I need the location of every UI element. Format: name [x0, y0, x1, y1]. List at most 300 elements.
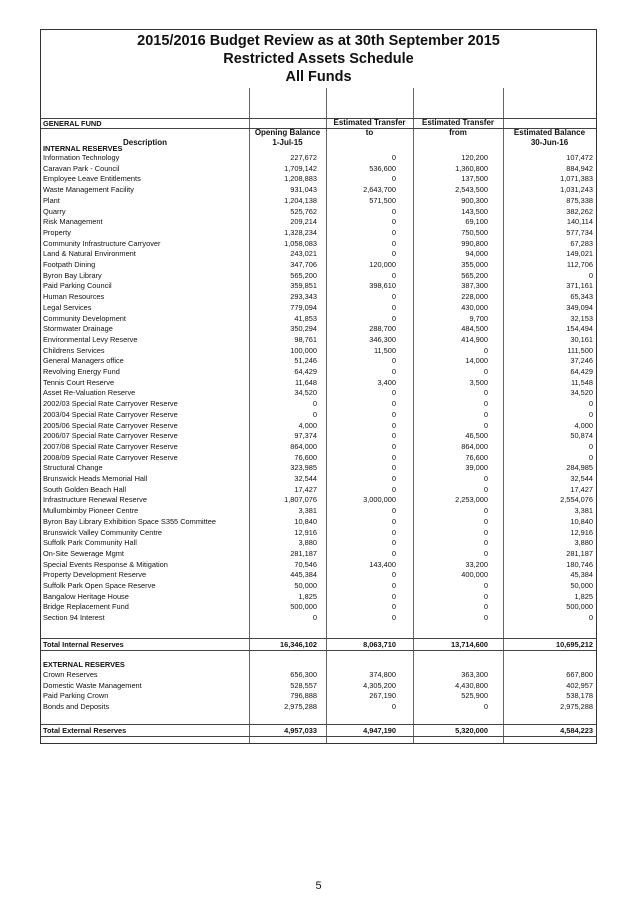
row-description: 2008/09 Special Rate Carryover Reserve — [43, 452, 178, 462]
cell-estimated-balance: 10,695,212 — [556, 640, 593, 649]
cell-transfer-to: 0 — [391, 227, 396, 237]
table-row — [41, 217, 596, 226]
cell-transfer-from: 750,500 — [461, 227, 488, 237]
cell-transfer-to: 0 — [391, 506, 396, 516]
internal-total-row — [41, 640, 596, 649]
section-label: INTERNAL RESERVES — [43, 144, 123, 153]
cell-estimated-balance: 17,427 — [570, 484, 593, 494]
row-description: Section 94 Interest — [43, 613, 105, 623]
header-transfer-to-label: Estimated Transfer — [333, 118, 406, 127]
cell-opening-balance: 1,328,234 — [284, 227, 317, 237]
cell-transfer-from: 120,200 — [461, 153, 488, 162]
cell-estimated-balance: 154,494 — [566, 324, 593, 334]
cell-transfer-to: 0 — [391, 516, 396, 526]
cell-estimated-balance: 64,429 — [570, 367, 593, 376]
cell-transfer-from: 387,300 — [461, 281, 488, 291]
cell-estimated-balance: 2,975,288 — [560, 702, 593, 712]
cell-transfer-from: 864,000 — [461, 441, 488, 451]
cell-opening-balance: 0 — [312, 613, 317, 623]
cell-opening-balance: 50,000 — [294, 581, 317, 590]
table-row — [41, 164, 596, 173]
cell-transfer-from: 0 — [483, 613, 488, 623]
table-row — [41, 410, 596, 419]
row-description: 2007/08 Special Rate Carryover Reserve — [43, 441, 178, 451]
table-row — [41, 538, 596, 547]
cell-opening-balance: 100,000 — [290, 345, 317, 355]
cell-transfer-to: 536,600 — [369, 163, 396, 173]
cell-estimated-balance: 3,381 — [574, 506, 593, 516]
row-description: Community Development — [43, 313, 126, 323]
row-description: Total External Reserves — [43, 726, 127, 735]
row-description: Revolving Energy Fund — [43, 367, 120, 376]
row-description: Environmental Levy Reserve — [43, 334, 138, 344]
cell-transfer-from: 363,300 — [461, 670, 488, 679]
cell-opening-balance: 528,557 — [290, 680, 317, 690]
cell-opening-balance: 565,200 — [290, 270, 317, 280]
table-row — [41, 207, 596, 216]
cell-transfer-to: 0 — [391, 302, 396, 312]
cell-opening-balance: 3,381 — [298, 506, 317, 516]
cell-transfer-from: 76,600 — [465, 452, 488, 462]
cell-estimated-balance: 50,874 — [570, 431, 593, 441]
cell-estimated-balance: 10,840 — [570, 516, 593, 526]
cell-transfer-from: 3,500 — [469, 377, 488, 387]
cell-opening-balance: 1,709,142 — [284, 163, 317, 173]
table-row — [41, 249, 596, 258]
cell-transfer-from: 1,360,800 — [455, 163, 488, 173]
cell-opening-balance: 10,840 — [294, 516, 317, 526]
cell-opening-balance: 359,851 — [290, 281, 317, 291]
cell-transfer-to: 0 — [391, 238, 396, 248]
table-row — [41, 196, 596, 205]
cell-opening-balance: 4,000 — [298, 420, 317, 430]
cell-transfer-to: 267,190 — [369, 691, 396, 701]
cell-transfer-to: 0 — [391, 313, 396, 323]
cell-estimated-balance: 34,520 — [570, 388, 593, 398]
cell-opening-balance: 243,021 — [290, 249, 317, 259]
table-row — [41, 303, 596, 312]
cell-opening-balance: 656,300 — [290, 670, 317, 679]
cell-opening-balance: 16,346,102 — [280, 640, 317, 649]
cell-transfer-from: 5,320,000 — [455, 726, 488, 735]
cell-transfer-from: 414,900 — [461, 334, 488, 344]
cell-estimated-balance: 37,246 — [570, 356, 593, 366]
cell-estimated-balance: 50,000 — [570, 581, 593, 590]
cell-transfer-from: 0 — [483, 538, 488, 548]
cell-transfer-from: 0 — [483, 409, 488, 419]
row-description: 2003/04 Special Rate Carryover Reserve — [43, 409, 178, 419]
cell-transfer-to: 0 — [391, 270, 396, 280]
cell-transfer-to: 0 — [391, 527, 396, 537]
cell-transfer-to: 0 — [391, 153, 396, 162]
cell-transfer-to: 0 — [391, 548, 396, 558]
table-row — [41, 367, 596, 376]
cell-transfer-from: 228,000 — [461, 292, 488, 302]
cell-transfer-to: 0 — [391, 702, 396, 712]
row-description: Property — [43, 227, 71, 237]
cell-estimated-balance: 12,916 — [570, 527, 593, 537]
table-row — [41, 442, 596, 451]
cell-opening-balance: 98,761 — [294, 334, 317, 344]
cell-transfer-to: 0 — [391, 388, 396, 398]
external-total-row — [41, 726, 596, 735]
cell-transfer-to: 2,643,700 — [363, 185, 396, 195]
row-description: Brunswick Valley Community Centre — [43, 527, 162, 537]
cell-opening-balance: 281,187 — [290, 548, 317, 558]
cell-transfer-to: 0 — [391, 420, 396, 430]
table-row — [41, 431, 596, 440]
cell-transfer-to: 3,000,000 — [363, 495, 396, 505]
table-row — [41, 292, 596, 301]
row-description: 2006/07 Special Rate Carryover Reserve — [43, 431, 178, 441]
cell-estimated-balance: 577,734 — [566, 227, 593, 237]
row-description: Total Internal Reserves — [43, 640, 124, 649]
table-row — [41, 153, 596, 162]
table-row — [41, 613, 596, 622]
cell-opening-balance: 1,208,883 — [284, 174, 317, 184]
row-rule — [41, 650, 596, 651]
section-external-reserves — [41, 660, 596, 669]
cell-transfer-to: 0 — [391, 441, 396, 451]
cell-opening-balance: 41,853 — [294, 313, 317, 323]
cell-opening-balance: 17,427 — [294, 484, 317, 494]
cell-transfer-to: 0 — [391, 452, 396, 462]
cell-transfer-to: 0 — [391, 217, 396, 227]
table-row — [41, 185, 596, 194]
row-description: Tennis Court Reserve — [43, 377, 115, 387]
cell-transfer-to: 0 — [391, 581, 396, 590]
cell-opening-balance: 76,600 — [294, 452, 317, 462]
cell-opening-balance: 227,672 — [290, 153, 317, 162]
cell-estimated-balance: 884,942 — [566, 163, 593, 173]
row-description: South Golden Beach Hall — [43, 484, 126, 494]
table-row — [41, 570, 596, 579]
row-description: Risk Management — [43, 217, 103, 227]
cell-transfer-from: 355,000 — [461, 260, 488, 269]
cell-transfer-from: 0 — [483, 420, 488, 430]
row-rule — [41, 128, 596, 129]
cell-estimated-balance: 1,031,243 — [560, 185, 593, 195]
row-description: Asset Re-Valuation Reserve — [43, 388, 136, 398]
table-row — [41, 324, 596, 333]
cell-transfer-from: 0 — [483, 388, 488, 398]
table-row — [41, 702, 596, 711]
table-row — [41, 388, 596, 397]
cell-transfer-from: 143,500 — [461, 206, 488, 216]
cell-opening-balance: 0 — [312, 409, 317, 419]
table-row — [41, 560, 596, 569]
cell-transfer-to: 120,000 — [369, 260, 396, 269]
cell-transfer-from: 565,200 — [461, 270, 488, 280]
cell-transfer-from: 0 — [483, 702, 488, 712]
cell-transfer-to: 3,400 — [377, 377, 396, 387]
table-row — [41, 453, 596, 462]
header-transfer-from-label: Estimated Transfer — [421, 118, 495, 127]
cell-estimated-balance: 140,114 — [566, 217, 593, 227]
row-description: Paid Parking Council — [43, 281, 112, 291]
cell-transfer-from: 0 — [483, 591, 488, 601]
cell-estimated-balance: 2,554,076 — [560, 495, 593, 505]
row-description: General Managers office — [43, 356, 124, 366]
row-description: Crown Reserves — [43, 670, 98, 679]
row-description: Byron Bay Library Exhibition Space S355 Committee — [43, 516, 216, 526]
cell-opening-balance: 1,807,076 — [284, 495, 317, 505]
cell-transfer-from: 39,000 — [465, 463, 488, 473]
row-description: Bridge Replacement Fund — [43, 602, 129, 612]
cell-transfer-to: 0 — [391, 399, 396, 409]
cell-estimated-balance: 67,283 — [570, 238, 593, 248]
cell-transfer-to: 398,610 — [369, 281, 396, 291]
cell-opening-balance: 12,916 — [294, 527, 317, 537]
cell-transfer-from: 33,200 — [465, 559, 488, 569]
row-description: Suffolk Park Community Hall — [43, 538, 137, 548]
row-rule — [41, 736, 596, 737]
header-opening-balance-date: 1-Jul-15 — [272, 138, 303, 147]
cell-transfer-from: 0 — [483, 367, 488, 376]
row-description: Property Development Reserve — [43, 570, 147, 580]
cell-estimated-balance: 0 — [588, 452, 593, 462]
cell-estimated-balance: 45,384 — [570, 570, 593, 580]
table-row — [41, 378, 596, 387]
cell-opening-balance: 323,985 — [290, 463, 317, 473]
cell-opening-balance: 864,000 — [290, 441, 317, 451]
cell-opening-balance: 209,214 — [290, 217, 317, 227]
cell-opening-balance: 34,520 — [294, 388, 317, 398]
cell-transfer-from: 14,000 — [465, 356, 488, 366]
table-row — [41, 670, 596, 679]
table-row — [41, 681, 596, 690]
title-line-1: 2015/2016 Budget Review as at 30th September 2015 — [137, 33, 500, 49]
cell-opening-balance: 525,762 — [290, 206, 317, 216]
header-estimated-balance-date: 30-Jun-16 — [530, 138, 569, 147]
cell-estimated-balance: 0 — [588, 613, 593, 623]
cell-opening-balance: 1,058,083 — [284, 238, 317, 248]
cell-estimated-balance: 0 — [588, 270, 593, 280]
section-internal-reserves — [41, 144, 596, 153]
cell-opening-balance: 4,957,033 — [284, 726, 317, 735]
cell-transfer-to: 0 — [391, 474, 396, 483]
row-rule — [41, 724, 596, 725]
table-row — [41, 495, 596, 504]
cell-transfer-to: 0 — [391, 292, 396, 302]
cell-transfer-from: 69,100 — [465, 217, 488, 227]
row-description: Childrens Services — [43, 345, 105, 355]
cell-opening-balance: 1,204,138 — [284, 195, 317, 205]
row-description: Caravan Park - Council — [43, 163, 120, 173]
title-block — [41, 30, 596, 86]
cell-estimated-balance: 281,187 — [566, 548, 593, 558]
cell-transfer-from: 137,500 — [461, 174, 488, 184]
cell-opening-balance: 350,294 — [290, 324, 317, 334]
cell-transfer-from: 0 — [483, 506, 488, 516]
cell-transfer-from: 4,430,800 — [455, 680, 488, 690]
cell-transfer-from: 0 — [483, 527, 488, 537]
section-general-fund — [41, 119, 596, 128]
cell-transfer-from: 2,543,500 — [455, 185, 488, 195]
cell-estimated-balance: 284,985 — [566, 463, 593, 473]
page-number: 5 — [315, 880, 322, 892]
cell-opening-balance: 779,094 — [290, 302, 317, 312]
cell-transfer-from: 990,800 — [461, 238, 488, 248]
cell-transfer-from: 400,000 — [461, 570, 488, 580]
row-description: Suffolk Park Open Space Reserve — [43, 581, 156, 590]
cell-transfer-to: 0 — [391, 356, 396, 366]
row-description: Brunswick Heads Memorial Hall — [43, 474, 148, 483]
row-description: Bonds and Deposits — [43, 702, 110, 712]
cell-transfer-to: 571,500 — [369, 195, 396, 205]
cell-transfer-to: 0 — [391, 538, 396, 548]
row-description: Employee Leave Entitlements — [43, 174, 141, 184]
cell-transfer-from: 0 — [483, 399, 488, 409]
cell-opening-balance: 32,544 — [294, 474, 317, 483]
cell-opening-balance: 347,706 — [290, 260, 317, 269]
cell-estimated-balance: 65,343 — [570, 292, 593, 302]
cell-transfer-to: 0 — [391, 602, 396, 612]
cell-opening-balance: 11,648 — [294, 377, 317, 387]
cell-transfer-to: 4,947,190 — [363, 726, 396, 735]
table-row — [41, 421, 596, 430]
row-description: Domestic Waste Management — [43, 680, 142, 690]
cell-transfer-to: 0 — [391, 367, 396, 376]
table-row — [41, 581, 596, 590]
cell-estimated-balance: 538,178 — [566, 691, 593, 701]
cell-transfer-to: 0 — [391, 484, 396, 494]
row-description: Land & Natural Environment — [43, 249, 136, 259]
cell-opening-balance: 0 — [312, 399, 317, 409]
table-row — [41, 463, 596, 472]
cell-transfer-to: 0 — [391, 570, 396, 580]
header-transfer-to-sub: to — [365, 128, 374, 137]
table-row — [41, 228, 596, 237]
cell-estimated-balance: 3,880 — [574, 538, 593, 548]
section-label: EXTERNAL RESERVES — [43, 660, 125, 669]
cell-estimated-balance: 107,472 — [566, 153, 593, 162]
cell-transfer-from: 525,900 — [461, 691, 488, 701]
cell-transfer-from: 0 — [483, 516, 488, 526]
cell-transfer-from: 13,714,600 — [451, 640, 488, 649]
table-row — [41, 271, 596, 280]
cell-transfer-from: 0 — [483, 345, 488, 355]
cell-transfer-from: 46,500 — [465, 431, 488, 441]
cell-transfer-to: 0 — [391, 174, 396, 184]
cell-estimated-balance: 149,021 — [566, 249, 593, 259]
cell-transfer-to: 0 — [391, 431, 396, 441]
cell-estimated-balance: 875,338 — [566, 195, 593, 205]
cell-opening-balance: 70,546 — [294, 559, 317, 569]
row-description: On-Site Sewerage Mgmt — [43, 548, 124, 558]
cell-opening-balance: 796,888 — [290, 691, 317, 701]
table-row — [41, 399, 596, 408]
cell-opening-balance: 1,825 — [298, 591, 317, 601]
table-row — [41, 474, 596, 483]
header-description: Description — [122, 138, 167, 147]
cell-estimated-balance: 11,548 — [570, 377, 593, 387]
cell-transfer-to: 4,305,200 — [363, 680, 396, 690]
cell-estimated-balance: 111,500 — [567, 345, 593, 355]
row-description: Infrastructure Renewal Reserve — [43, 495, 147, 505]
row-description: Footpath Dining — [43, 260, 96, 269]
cell-estimated-balance: 500,000 — [566, 602, 593, 612]
row-description: Byron Bay Library — [43, 270, 102, 280]
cell-estimated-balance: 0 — [588, 409, 593, 419]
cell-transfer-from: 94,000 — [465, 249, 488, 259]
cell-transfer-from: 484,500 — [461, 324, 488, 334]
cell-transfer-to: 11,500 — [373, 345, 396, 355]
row-description: Quarry — [43, 206, 66, 216]
cell-transfer-to: 8,063,710 — [363, 640, 396, 649]
cell-estimated-balance: 180,746 — [566, 559, 593, 569]
cell-transfer-from: 0 — [483, 484, 488, 494]
row-description: 2005/06 Special Rate Carryover Reserve — [43, 420, 178, 430]
cell-transfer-to: 0 — [391, 613, 396, 623]
cell-transfer-from: 0 — [483, 602, 488, 612]
row-description: Community Infrastructure Carryover — [43, 238, 161, 248]
table-row — [41, 346, 596, 355]
cell-transfer-to: 0 — [391, 591, 396, 601]
cell-transfer-from: 0 — [483, 474, 488, 483]
row-description: Stormwater Drainage — [43, 324, 113, 334]
budget-schedule-sheet — [40, 29, 597, 744]
table-row — [41, 517, 596, 526]
cell-opening-balance: 64,429 — [294, 367, 317, 376]
cell-estimated-balance: 32,544 — [570, 474, 593, 483]
cell-opening-balance: 97,374 — [294, 431, 317, 441]
table-row — [41, 335, 596, 344]
cell-transfer-from: 900,300 — [461, 195, 488, 205]
row-description: Mullumbimby Pioneer Centre — [43, 506, 139, 516]
table-row — [41, 314, 596, 323]
table-row — [41, 174, 596, 183]
cell-transfer-from: 2,253,000 — [455, 495, 488, 505]
table-row — [41, 281, 596, 290]
cell-transfer-to: 143,400 — [369, 559, 396, 569]
table-row — [41, 528, 596, 537]
cell-estimated-balance: 4,584,223 — [560, 726, 593, 735]
row-description: Waste Management Facility — [43, 185, 134, 195]
cell-estimated-balance: 32,153 — [570, 313, 593, 323]
cell-estimated-balance: 112,706 — [566, 260, 593, 269]
cell-opening-balance: 51,246 — [294, 356, 317, 366]
cell-transfer-to: 0 — [391, 463, 396, 473]
row-description: Information Technology — [43, 153, 120, 162]
row-description: Plant — [43, 195, 60, 205]
cell-opening-balance: 931,043 — [290, 185, 317, 195]
table-row — [41, 549, 596, 558]
cell-opening-balance: 2,975,288 — [284, 702, 317, 712]
cell-estimated-balance: 402,957 — [566, 680, 593, 690]
row-description: Paid Parking Crown — [43, 691, 109, 701]
table-row — [41, 592, 596, 601]
cell-estimated-balance: 371,161 — [566, 281, 593, 291]
title-line-2: Restricted Assets Schedule — [223, 51, 414, 67]
cell-opening-balance: 445,384 — [290, 570, 317, 580]
row-description: Structural Change — [43, 463, 103, 473]
cell-estimated-balance: 0 — [588, 441, 593, 451]
header-transfer-from-sub: from — [449, 128, 467, 137]
cell-transfer-to: 288,700 — [369, 324, 396, 334]
table-row — [41, 356, 596, 365]
row-rule — [41, 638, 596, 639]
row-description: Bangalow Heritage House — [43, 591, 129, 601]
cell-estimated-balance: 349,094 — [566, 302, 593, 312]
cell-transfer-to: 0 — [391, 206, 396, 216]
cell-transfer-from: 9,700 — [469, 313, 488, 323]
cell-estimated-balance: 4,000 — [574, 420, 593, 430]
table-row — [41, 485, 596, 494]
cell-transfer-from: 0 — [483, 548, 488, 558]
table-row — [41, 239, 596, 248]
header-opening-balance-label: Opening Balance — [254, 128, 321, 137]
